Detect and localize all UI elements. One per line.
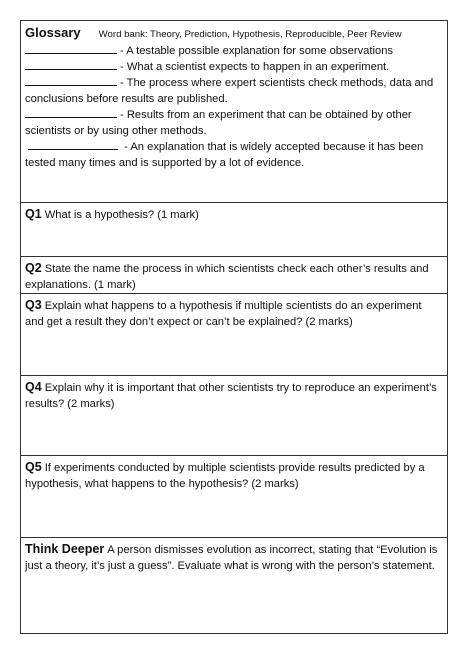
glossary-title: Glossary <box>25 25 81 40</box>
question-number: Q1 <box>25 207 42 221</box>
word-bank: Word bank: Theory, Prediction, Hypothesis, Reproducible, Peer Review <box>98 29 402 40</box>
glossary-header <box>25 25 443 43</box>
question-number: Q4 <box>25 380 42 394</box>
think-deeper-text: A person dismisses evolution as incorrect, stating that “Evolution is just a theory, it’s just a guess”. Evaluate what is wrong with the person’s statement. <box>25 544 438 572</box>
question-4-box[interactable] <box>21 376 447 456</box>
answer-blank[interactable] <box>25 75 117 86</box>
question-text: What is a hypothesis? (1 mark) <box>44 209 199 221</box>
glossary-section <box>21 21 447 203</box>
think-deeper-title: Think Deeper <box>25 542 105 556</box>
question-text: State the name the process in which scientists check each other’s results and explanations. (1 mark) <box>25 263 429 291</box>
definition-text: - What a scientist expects to happen in an experiment. <box>120 61 390 73</box>
question-number: Q3 <box>25 298 42 312</box>
question-3-box[interactable] <box>21 294 447 376</box>
glossary-definition <box>25 107 443 139</box>
question-text: Explain why it is important that other scientists try to reproduce an experiment’s results? (2 marks) <box>25 382 437 410</box>
question-text: If experiments conducted by multiple scientists provide results predicted by a hypothesis, what happens to the hypothesis? (2 marks) <box>25 462 425 490</box>
question-2-box[interactable] <box>21 257 447 294</box>
definition-text: - The process where expert scientists check methods, data and conclusions before results are published. <box>25 77 434 105</box>
think-deeper-box[interactable] <box>21 538 447 634</box>
question-number: Q2 <box>25 261 42 275</box>
answer-blank[interactable] <box>25 107 117 118</box>
definition-text: - An explanation that is widely accepted because it has been tested many times and is supported by a lot of evidence. <box>25 141 424 169</box>
question-5-box[interactable] <box>21 456 447 538</box>
answer-blank[interactable] <box>28 139 118 150</box>
glossary-definition <box>25 75 443 107</box>
question-number: Q5 <box>25 460 42 474</box>
glossary-definition <box>25 139 443 171</box>
worksheet <box>20 20 448 634</box>
answer-blank[interactable] <box>25 59 117 70</box>
definition-text: - Results from an experiment that can be obtained by other scientists or by using other methods. <box>25 109 412 137</box>
question-text: Explain what happens to a hypothesis if multiple scientists do an experiment and get a result they don’t expect or can’t be explained? (2 marks) <box>25 300 422 328</box>
definition-text: - A testable possible explanation for some observations <box>120 45 394 57</box>
glossary-definition <box>25 59 443 75</box>
answer-blank[interactable] <box>25 43 117 54</box>
glossary-definition <box>25 43 443 59</box>
question-1-box[interactable] <box>21 203 447 257</box>
